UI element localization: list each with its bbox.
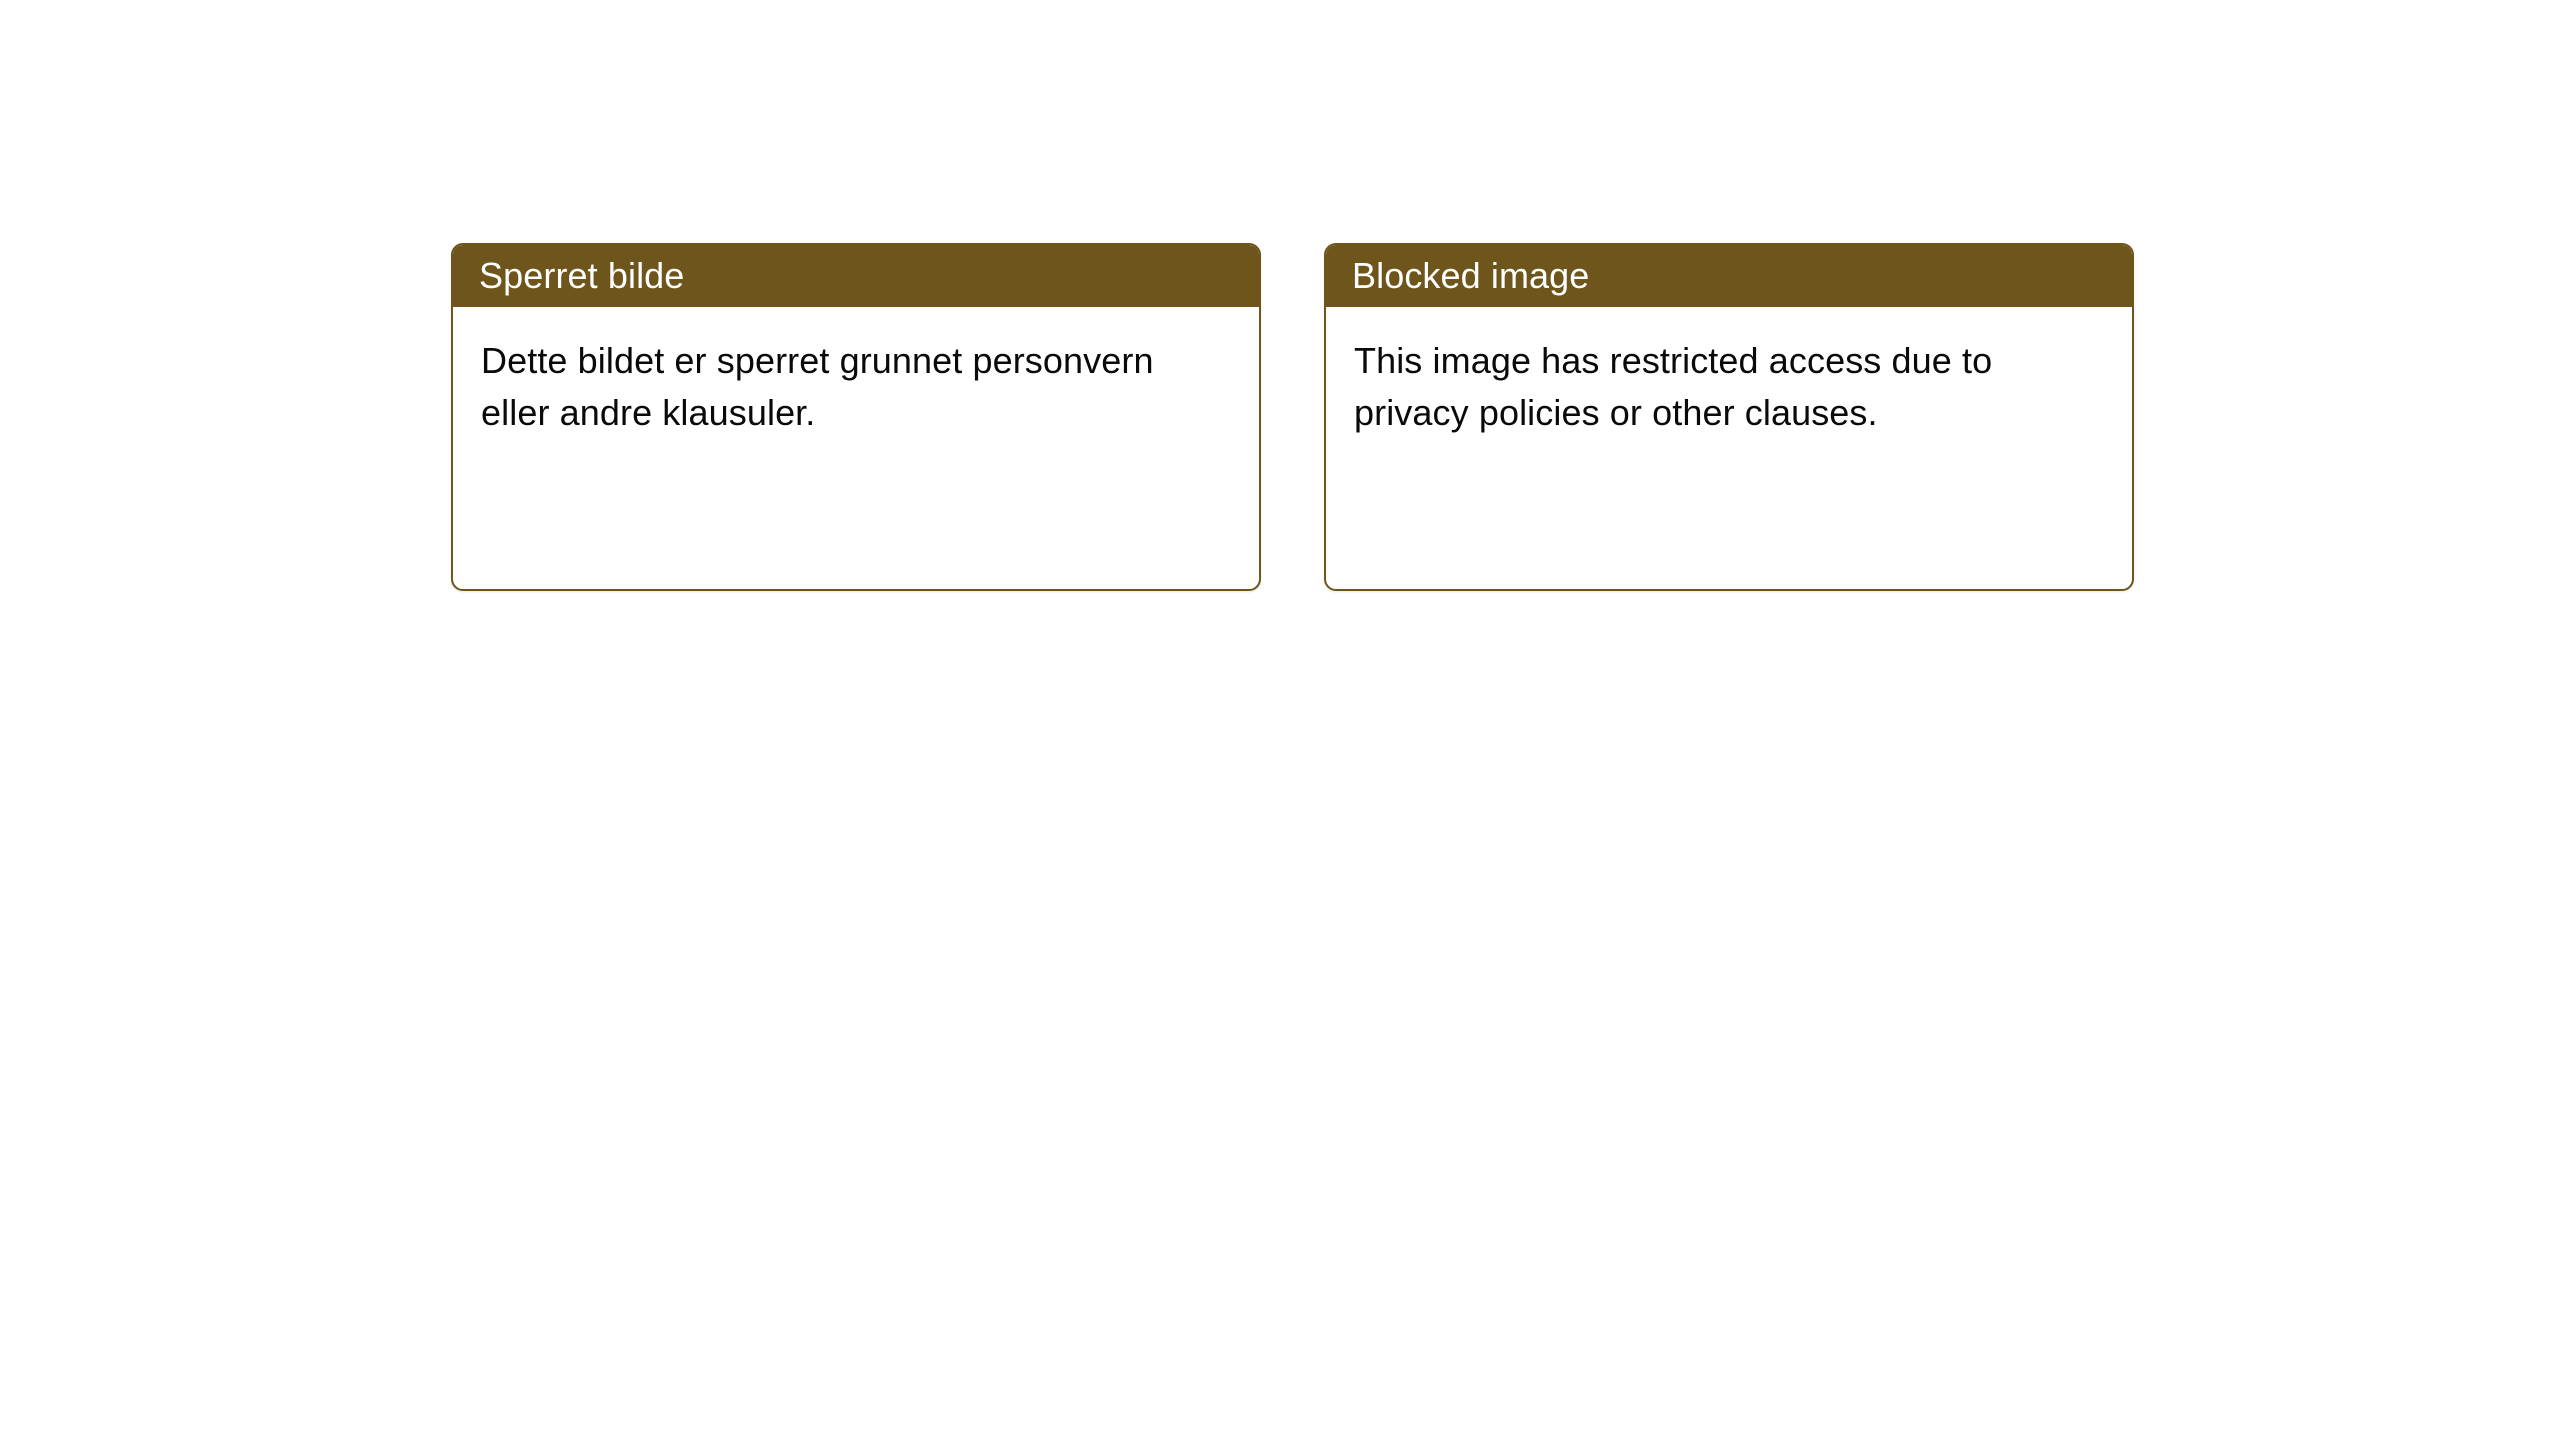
card-body-no (453, 307, 1259, 439)
notice-cards-container (451, 243, 2134, 591)
card-message-en: This image has restricted access due to privacy policies or other clauses. (1354, 340, 1993, 433)
card-body-en (1326, 307, 2132, 439)
card-header-en (1326, 245, 2132, 307)
card-message-no: Dette bildet er sperret grunnet personvern eller andre klausuler. (481, 340, 1154, 433)
card-title-no: Sperret bilde (479, 255, 685, 296)
card-header-no (453, 245, 1259, 307)
blocked-image-notice-card-en (1324, 243, 2134, 591)
card-title-en: Blocked image (1352, 255, 1590, 296)
blocked-image-notice-card-no (451, 243, 1261, 591)
